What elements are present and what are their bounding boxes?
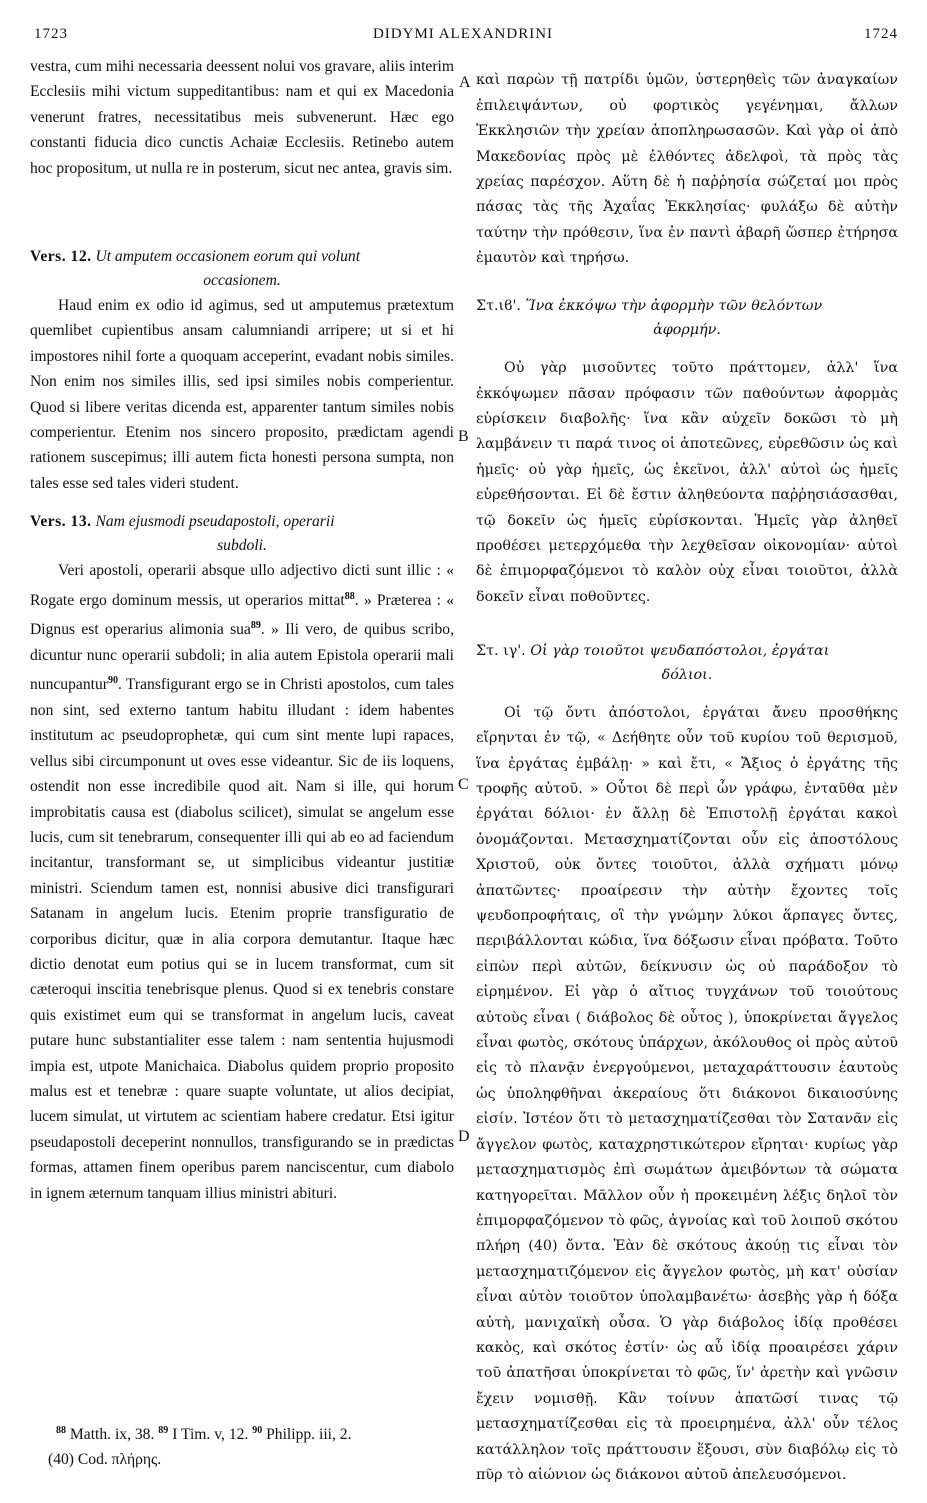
footnote-ref-90: 90 <box>107 675 118 687</box>
margin-marker-b: B <box>458 428 469 445</box>
running-title: DIDYMI ALEXANDRINI <box>372 26 554 42</box>
latin-paragraph-2: Haud enim ex odio id agimus, sed ut amputemus prætextum quemlibet cupientibus ansam calumniandi arripere; ut si et hi impostores nihil forte a quoquam acceperint, evadant nobis similes. Non enim nos similes illis, sed ipsi similes nobis comperientur. Quod si libere veritas dicenda est, apparenter tantum similes nobis comperientur. Etenim nos sincero proposito, prædictam agendi rationem suscepimus; illi autem ficta honesti persona sumpta, non tales esse sed tales videri student. <box>30 297 454 492</box>
footnotes <box>30 1418 550 1472</box>
verse-label: Vers. 12. <box>30 248 92 266</box>
margin-marker-a: A <box>459 74 471 91</box>
verse-title: Nam ejusmodi pseudapostoli, operarii <box>95 513 335 531</box>
verse-title: Ut amputem occasionem eorum qui volunt <box>95 248 361 266</box>
verse-label: Στ. ιγ'. <box>476 642 526 659</box>
greek-paragraph-3: Οἱ τῷ ὄντι ἀπόστολοι, ἐργάται ἄνευ προσθήκης εἴρηνται ἐν τῷ, « Δεήθητε οὖν τοῦ κυρίου τοῦ θερισμοῦ, ἵνα ἐργάτας ἐμβάλῃ· » καὶ ἔτι, « Ἄξιος ὁ ἐργάτης τῆς τροφῆς αὐτοῦ. » Οὗτοι δὲ περὶ ὧν γράφω, ἐνταῦθα μὲν ἐργάται δόλιοι· ἐν ἄλλῃ δὲ Ἐπιστολῇ ἐργάται κακοὶ ὀνομάζονται. Μετασχηματίζονται οὖν εἰς ἀποστόλους Χριστοῦ, οὐκ ὄντες τοιοῦτοι, ἀλλὰ σχήματι μόνῳ ἀπατῶντες· προαίρεσιν τὴν αὐτὴν ἔχοντες τοῖς ψευδοπροφήταις, οἳ τὴν γνώμην λύκοι ἅρπαγες ὄντες, περιβάλλονται κώδια, ἵνα δόξωσιν εἶναι πρόβατα. Τοῦτο εἰπὼν περὶ αὐτῶν, δείκνυσιν ὡς οὐ παράδοξον τὸ εἰρημένον. Εἰ γὰρ ὁ αἴτιος τυγχάνων τοῦ τοιούτους αὐτοὺς εἶναι ( διάβολος δὲ οὗτος ), ὑποκρίνεται ἄγγελος εἶναι φωτὸς, σκότους ὑπάρχων, ἀκόλουθος οἱ πρὸς αὐτοῦ εἰς τὸ πλανᾷν ἐνεργούμενοι, μεταχαράττουσιν ἑαυτοὺς ὡς ὑποληφθῆναι ἀκεραίους ὅτι διάκονοι δικαιοσύνης εἰσίν. Ἰστέον ὅτι τὸ μετασχηματίζεσθαι τὸν Σατανᾶν εἰς ἄγγελον φωτὸς, καταχρηστικώτερον εἴρηται· κυρίως γὰρ μετασχηματισμὸς ἐπὶ σωμάτων ἀμειβόντων τὰ σώματα κατηγορεῖται. Μᾶλλον οὖν ἡ προκειμένη λέξις δηλοῖ τὸν ἐπιμορφαζόμενον τὸ φῶς, ἀγνοίας καὶ τοῦ λοιποῦ σκότου πλήρη (40) ὄντα. Ἐὰν δὲ σκότους ἀκούῃ τις εἶναι τὸν μετασχηματιζόμενον εἰς ἄγγελον φωτὸς, μὴ κατ' οὐσίαν εἶναι αὐτὸν τοιοῦτον ὑπολαμβανέτω· ἀσεβὴς γὰρ ἡ δόξα αὐτὴ, μανιχαϊκὴ οὖσα. Ὁ γὰρ διάβολος ἰδίᾳ προθέσει κακὸς, καὶ σκότος ἐστίν· ὡς αὖ ἰδίᾳ προαιρέσει χάριν τοῦ ἀπατῆσαι ὑποκρίνεται τὸ φῶς, ἵν' ἀρετὴν καὶ γνῶσιν ἔχειν νομισθῇ. Κἂν τοίνυν ἀπατῶσί τινας τῷ μετασχηματίζεσθαι εἰς τὰ προειρημένα, ἀλλ' οὖν τέλος κατάλληλον τοῖς πράττουσιν ἕξουσι, σὺν διαβόλῳ εἰς τὸ πῦρ τὸ αἰώνιον ὡς διάκονοι αὐτοῦ ἀπελευσόμενοι. <box>476 704 898 1483</box>
footnote-ref-88: 88 <box>344 590 355 602</box>
footnote-89: I Tim. v, 12. <box>172 1426 249 1444</box>
greek-paragraph-1: καὶ παρὼν τῇ πατρίδι ὑμῶν, ὑστερηθεὶς τῶν ἀναγκαίων ἐπιλειψάντων, οὐ φορτικὸς γεγένημαι, ἄλλων Ἐκκλησιῶν τὴν χρείαν ἀποπληρωσασῶν. Καὶ γὰρ οἱ ἀπὸ Μακεδονίας πρὸς μὲ ἐλθόντες ἀδελφοὶ, τὰ πρὸς τὰς χρείας παρέσχον. Αὕτη δὲ ἡ παῤῥησία σώζεταί μοι πρὸς πάσας τὰς τῆς Ἀχαΐας Ἐκκλησίας· φυλάξω δὲ αὐτὴν ταύτην τὴν πρόθεσιν, ἵνα ἐν παντὶ ἀβαρῆ ὥσπερ ἐτήρησα ἐμαυτὸν καὶ τηρήσω. <box>476 72 898 267</box>
page-number-left: 1723 <box>34 26 68 42</box>
verse-label: Στ.ιϐ'. <box>476 297 521 314</box>
text-segment: . » Præterea : « Dignus est operarius alimonia sua <box>30 591 455 639</box>
verse-heading-13 <box>30 510 454 558</box>
footnote-line-1 <box>30 1418 550 1447</box>
footnote-ref-89: 89 <box>250 620 261 632</box>
verse-title-continued: subdoli. <box>217 537 267 555</box>
text-segment: . Transfigurant ergo se in Christi apostolos, cum tales non sint, sed externo tantum habitu illudant : idem habentes institutum ac pseudoprophetæ, qui cum sint mente lupi rapaces, vellus sibi circumponunt ut oves esse videantur. Sic de iis loquens, ostendit non esse incredibile quod ait. Nam si ille, qui horum improbitatis causa est (diabolus scilicet), simulat se angelum esse lucis, cum sit tenebrarum, consequenter illi qui ab eo ad faciendum incitantur, transformant se, ut simplicibus videantur justitiæ ministri. Sciendum tamen est, nonnisi abusive dici transfigurari Satanam in angelum lucis. Etenim proprie transfiguratio de corporibus dicitur, quæ in alia corpora demutantur. Itaque hæc dictio denotat eum potius qui se in lucem transformat, cum sit cæteroqui inscitia tenebrisque plenus. Quod si ex tenebris constare quis existimet eum qui se transformat in angelum lucis, caveat putare hunc substantialiter esse talem : nam sententia hujusmodi impia est, utpote Manichaica. Diabolus quidem proprio proposito malus est et tenebræ : quare suapte voluntate, ut alios decipiat, lucem simulat, ut virtutem ac scientiam habere credatur. Etsi igitur pseudapostoli deceperint nonnullos, transfigurando se in prædictas formas, attamen finem operibus parem nanciscentur, cum diabolo in ignem æternum tanquam illius ministri abituri. <box>30 676 454 1202</box>
footnote-88: Matth. ix, 38. <box>69 1426 155 1444</box>
verse-label: Vers. 13. <box>30 513 92 531</box>
greek-verse-heading-13 <box>476 639 898 687</box>
page-header <box>28 22 898 46</box>
verse-title-continued: ἀφορμήν. <box>653 321 721 338</box>
footnote-number-89: 89 <box>158 1425 169 1436</box>
margin-marker-d: D <box>458 1128 470 1145</box>
verse-title: Οἱ γὰρ τοιοῦτοι ψευδαπόστολοι, ἐργάται <box>530 642 830 659</box>
verse-title-continued: δόλιοι. <box>661 666 713 683</box>
text-segment: . » Ili vero, de quibus scribo, dicuntur nunc operarii subdoli; in alia autem Epistola operarii mali nuncupantur <box>30 621 454 694</box>
greek-verse-heading-12 <box>476 294 898 342</box>
footnote-number-88: 88 <box>56 1425 66 1436</box>
verse-title-continued: occasionem. <box>203 272 281 290</box>
verse-title: Ἵνα ἐκκόψω τὴν ἀφορμὴν τῶν θελόντων <box>525 297 823 314</box>
verse-heading-12 <box>30 245 454 293</box>
latin-paragraph-1: vestra, cum mihi necessaria deessent nolui vos gravare, aliis interim Ecclesiis mihi victum suppeditantibus: nam et qui ex Macedonia venerunt fratres, necessitatibus meis subvenerunt. Hæc ego constanti fiducia dico cunctis Achaiæ Ecclesiis. Retinebo autem hoc propositum, ut nulla re in posterum, sicut nec antea, gravis sim. <box>30 58 454 177</box>
text-segment: Veri apostoli, operarii absque ullo adjectivo dicti sunt illic : « Rogate ergo dominum messis, ut operarios mittat <box>30 562 454 609</box>
page-number-right: 1724 <box>864 26 898 42</box>
greek-paragraph-2: Οὐ γὰρ μισοῦντες τοῦτο πράττομεν, ἀλλ' ἵνα ἐκκόψωμεν πᾶσαν πρόφασιν τῶν παθούντων ἀφορμὰς εὑρίσκειν διαβολῆς· ἵνα κἂν αὐχεῖν δοκῶσι τὸ μὴ λαμβάνειν τι παρά τινος οἱ ἀποτεῶνες, εὑρεθῶσιν ὡς καὶ ἡμεῖς· οὐ γὰρ ἡμεῖς, ὡς ἐκεῖνοι, ἀλλ' αὐτοὶ ὡς ἡμεῖς εὑρεθήσονται. Εἰ δὲ ἔστιν ἀληθεύοντα παῤῥησιάσασθαι, τῷ δοκεῖν ὡς ἡμεῖς εὑρίσκονται. Ἡμεῖς γὰρ ἀληθεῖ προθέσει μετερχόμεθα τὴν λεχθεῖσαν οἰκονομίαν· αὐτοὶ δὲ ἐπιμορφαζόμενοι τὸ καλὸν οὐχ εἶναι τοιοῦτοι, ἀλλὰ δοκεῖν εἶναι ποθοῦντες. <box>476 360 898 605</box>
footnote-number-90: 90 <box>252 1425 263 1436</box>
latin-column <box>30 54 454 1206</box>
margin-marker-c: C <box>458 776 469 793</box>
footnote-line-2: (40) Cod. πλήρης. <box>48 1451 162 1469</box>
latin-paragraph-3 <box>30 558 454 1206</box>
greek-column <box>476 54 898 1503</box>
footnote-90: Philipp. iii, 2. <box>266 1426 352 1444</box>
